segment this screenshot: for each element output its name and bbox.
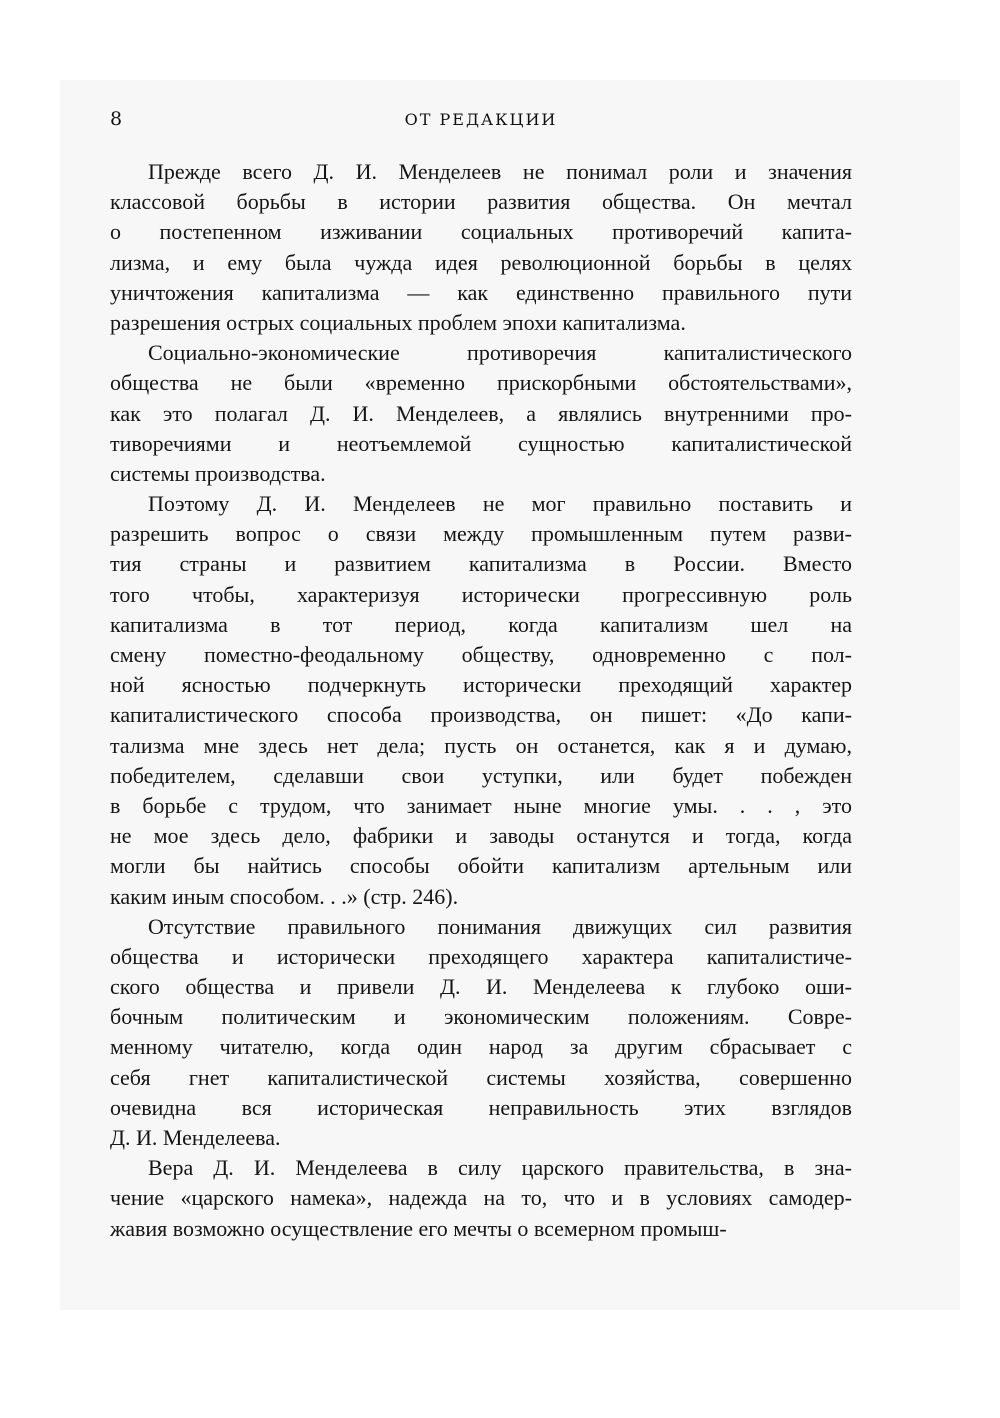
text-line: очевидна вся историческая неправильность этих взглядов [110,1094,852,1120]
paragraph [110,338,852,489]
text-line: капитализма в тот период, когда капитализм шел на [110,611,852,637]
text-line: чение «царского намека», надежда на то, что и в условиях самодер- [110,1185,852,1211]
page-header [110,108,852,136]
text-line: лизма, и ему была чужда идея революционной борьбы в целях [110,249,852,275]
text-line: того чтобы, характеризуя исторически прогрессивную роль [110,581,852,607]
text-line: Отсутствие правильного понимания движущих сил развития [148,913,852,939]
text-line: Прежде всего Д. И. Менделеев не понимал роли и значения [148,159,852,184]
text-line: могли бы найтись способы обойти капитализм артельным или [110,853,852,879]
text-line: каким иным способом. . .» (стр. 246). [110,883,459,909]
text-line: Д. И. Менделеева. [110,1125,281,1150]
text-line: не мое здесь дело, фабрики и заводы останутся и тогда, когда [110,823,852,849]
text-line: Социально-экономические противоречия капиталистического [148,340,852,366]
text-line: себя гнет капиталистической системы хозяйства, совершенно [110,1064,852,1090]
text-line: жавия возможно осуществление его мечты о всемерном промыш- [110,1215,727,1241]
text-line: ского общества и привели Д. И. Менделеева к глубоко оши- [110,974,852,1000]
text-line: Вера Д. И. Менделеева в силу царского правительства, в зна- [148,1155,852,1181]
text-line: тиворечиями и неотъемлемой сущностью капиталистической [110,430,852,456]
text-line: о постепенном изживании социальных противоречий капита- [110,219,852,245]
text-line: ной ясностью подчеркнуть исторически преходящий характер [110,672,852,698]
text-line: системы производства. [110,460,326,486]
text-line: капиталистического способа производства, он пишет: «До капи- [110,702,852,728]
text-line: смену поместно-феодальному обществу, одновременно с пол- [110,642,852,667]
paragraph [110,1153,852,1244]
text-line: Поэтому Д. И. Менделеев не мог правильно поставить и [148,491,852,517]
text-line: бочным политическим и экономическим положениям. Совре- [110,1004,852,1030]
text-line: уничтожения капитализма — как единственно правильного пути [110,279,852,305]
body-text [110,157,852,1244]
text-line: в борьбе с трудом, что занимает ныне многие умы. . . , это [110,792,852,818]
text-line: как это полагал Д. И. Менделеев, а являлись внутренними про- [110,400,852,426]
page-number: 8 [110,108,123,130]
text-line: общества не были «временно прискорбными обстоятельствами», [110,370,852,396]
text-line: классовой борьбы в истории развития общества. Он мечтал [110,189,852,215]
text-line: общества и исторически преходящего характера капиталистиче- [110,943,852,969]
text-line: разрешения острых социальных проблем эпохи капитализма. [110,309,686,335]
paragraph [110,489,852,912]
text-line: разрешить вопрос о связи между промышленным путем разви- [110,521,852,547]
text-line: тия страны и развитием капитализма в России. Вместо [110,551,852,577]
text-line: победителем, сделавши свои уступки, или будет побежден [110,762,852,788]
text-line: тализма мне здесь нет дела; пусть он останется, как я и думаю, [110,732,852,758]
paragraph [110,912,852,1154]
paragraph [110,157,852,338]
text-line: менному читателю, когда один народ за другим сбрасывает с [110,1034,852,1060]
running-title: ОТ РЕДАКЦИИ [404,110,558,129]
